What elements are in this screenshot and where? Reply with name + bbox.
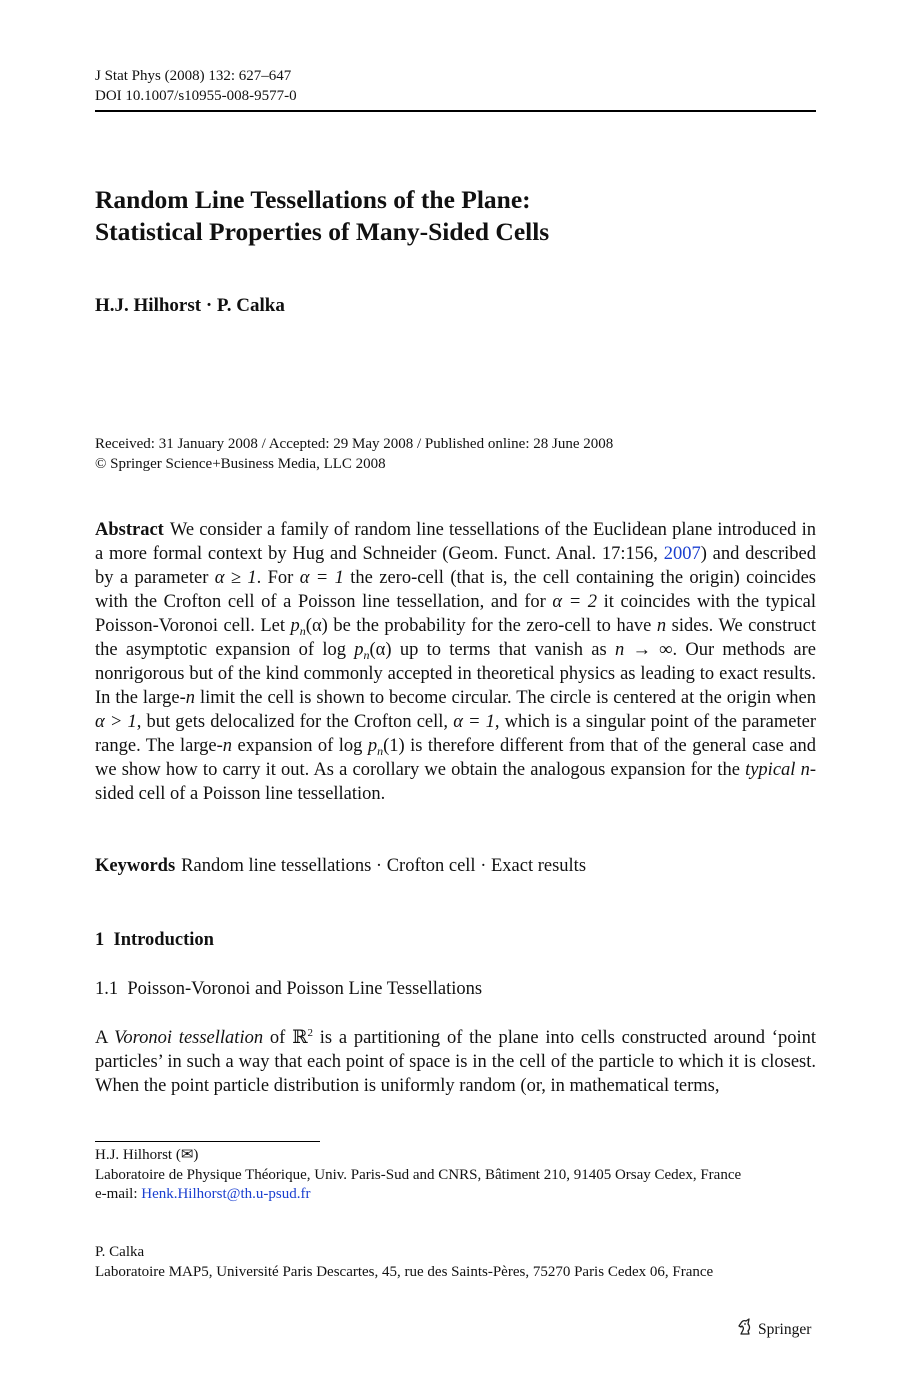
author2-name: P. Calka bbox=[95, 1244, 145, 1260]
intro-paragraph: A Voronoi tessellation of ℝ$^2$ is a partitioning of the plane into cells constructed around ‘point particles’ in such a way that each point of space is in the cell of the particle to which it is closest. When the point particle distribution is uniformly random (or, in mathematical terms, bbox=[95, 1027, 816, 1096]
author1-email-line: e-mail: Henk.Hilhorst@th.u-psud.fr bbox=[95, 1186, 311, 1202]
copyright-line: © Springer Science+Business Media, LLC 2008 bbox=[95, 456, 386, 472]
keywords-label: Keywords bbox=[95, 856, 176, 876]
abstract-label: Abstract bbox=[95, 520, 164, 540]
author2-affiliation: Laboratoire MAP5, Université Paris Descartes, 45, rue des Saints-Pères, 75270 Paris Cedex 06, France bbox=[95, 1263, 714, 1280]
abstract: Abstract We consider a family of random line tessellations of the Euclidean plane introduced in a more formal context by Hug and Schneider (Geom. Funct. Anal. 17:156, 2007) and described by a parameter α ≥ 1. For α = 1 the zero-cell (that is, the cell containing the origin) coincides with the Crofton cell of a Poisson line tessellation, and for α = 2 it coincides with the typical Poisson-Voronoi cell. Let $p_n(\alpha)$ be the probability for the zero-cell to have n sides. We construct the asymptotic expansion of $\log p_n(\alpha)$ up to terms that vanish as n → ∞. Our methods are nonrigorous but of the kind commonly accepted in theoretical physics as leading to exact results. In the large-n limit the cell is shown to become circular. The circle is centered at the origin when α > 1, but gets delocalized for the Crofton cell, α = 1, which is a singular point of the parameter range. The large-n expansion of $\log p_n(1)$ is therefore different from that of the general case and we show how to carry it out. As a corollary we obtain the analogous expansion for the typical n-sided cell of a Poisson line tessellation. bbox=[95, 520, 817, 804]
footnote-author-2 bbox=[95, 1243, 816, 1282]
author1-name: H.J. Hilhorst (✉) bbox=[95, 1147, 199, 1163]
footnote-rule bbox=[95, 1141, 320, 1142]
paper-title bbox=[95, 184, 816, 248]
running-header bbox=[95, 66, 297, 106]
author1-affiliation: Laboratoire de Physique Théorique, Univ. Paris-Sud and CNRS, Bâtiment 210, 91405 Orsay Cedex, France bbox=[95, 1166, 742, 1183]
publisher-name: Springer bbox=[758, 1320, 812, 1338]
title-line-1: Random Line Tessellations of the Plane: bbox=[95, 185, 531, 214]
authors: H.J. Hilhorst · P. Calka bbox=[95, 295, 285, 316]
keywords bbox=[95, 854, 816, 878]
footnote-author-1 bbox=[95, 1146, 816, 1205]
section-heading-introduction: 1 Introduction bbox=[95, 930, 214, 950]
title-line-2: Statistical Properties of Many-Sided Cells bbox=[95, 217, 550, 246]
email-link[interactable]: Henk.Hilhorst@th.u-psud.fr bbox=[141, 1186, 311, 1202]
journal-citation: J Stat Phys (2008) 132: 627–647 bbox=[95, 68, 292, 84]
publication-dates bbox=[95, 434, 613, 474]
doi: DOI 10.1007/s10955-008-9577-0 bbox=[95, 88, 297, 104]
header-rule bbox=[95, 110, 816, 112]
publisher-mark bbox=[736, 1316, 811, 1343]
citation-link-2007[interactable]: 2007 bbox=[663, 544, 701, 564]
keywords-list: Random line tessellations · Crofton cell · Exact results bbox=[181, 856, 587, 876]
subsection-heading: 1.1 Poisson-Voronoi and Poisson Line Tessellations bbox=[95, 979, 483, 999]
springer-knight-icon bbox=[736, 1316, 754, 1343]
dates-line: Received: 31 January 2008 / Accepted: 29 May 2008 / Published online: 28 June 2008 bbox=[95, 436, 614, 452]
